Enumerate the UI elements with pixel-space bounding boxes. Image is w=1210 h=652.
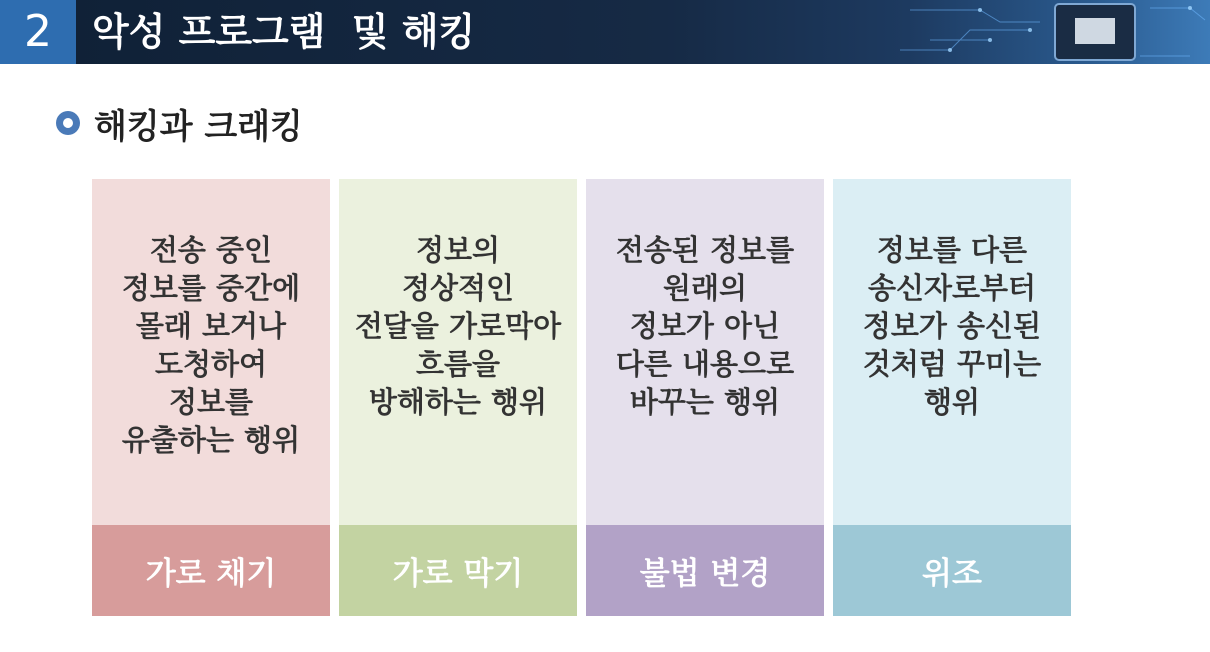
page-title: 악성 프로그램 및 해킹 xyxy=(92,10,476,54)
section-title: 해킹과 크래킹 xyxy=(94,106,303,147)
circuit-chip-icon xyxy=(890,0,1210,64)
card-body xyxy=(339,179,577,525)
card-description: 정보의 정상적인 전달을 가로막아 흐름을 방해하는 행위 xyxy=(354,233,562,419)
card-label: 위조 xyxy=(833,525,1071,616)
card-label: 불법 변경 xyxy=(586,525,824,616)
card-interruption xyxy=(339,179,577,616)
card-label: 가로 막기 xyxy=(339,525,577,616)
card-body xyxy=(586,179,824,525)
card-body xyxy=(833,179,1071,525)
card-fabrication xyxy=(833,179,1071,616)
card-description: 정보를 다른 송신자로부터 정보가 송신된 것처럼 꾸미는 행위 xyxy=(862,233,1042,419)
card-label: 가로 채기 xyxy=(92,525,330,616)
card-description: 전송된 정보를 원래의 정보가 아닌 다른 내용으로 바꾸는 행위 xyxy=(615,233,795,419)
section-number: 2 xyxy=(0,0,76,64)
card-modification xyxy=(586,179,824,616)
card-interception xyxy=(92,179,330,616)
header-bar xyxy=(0,0,1210,64)
section-heading xyxy=(56,100,303,146)
card-body xyxy=(92,179,330,525)
card-description: 전송 중인 정보를 중간에 몰래 보거나 도청하여 정보를 유출하는 행위 xyxy=(121,233,301,457)
bullet-icon xyxy=(56,111,80,135)
